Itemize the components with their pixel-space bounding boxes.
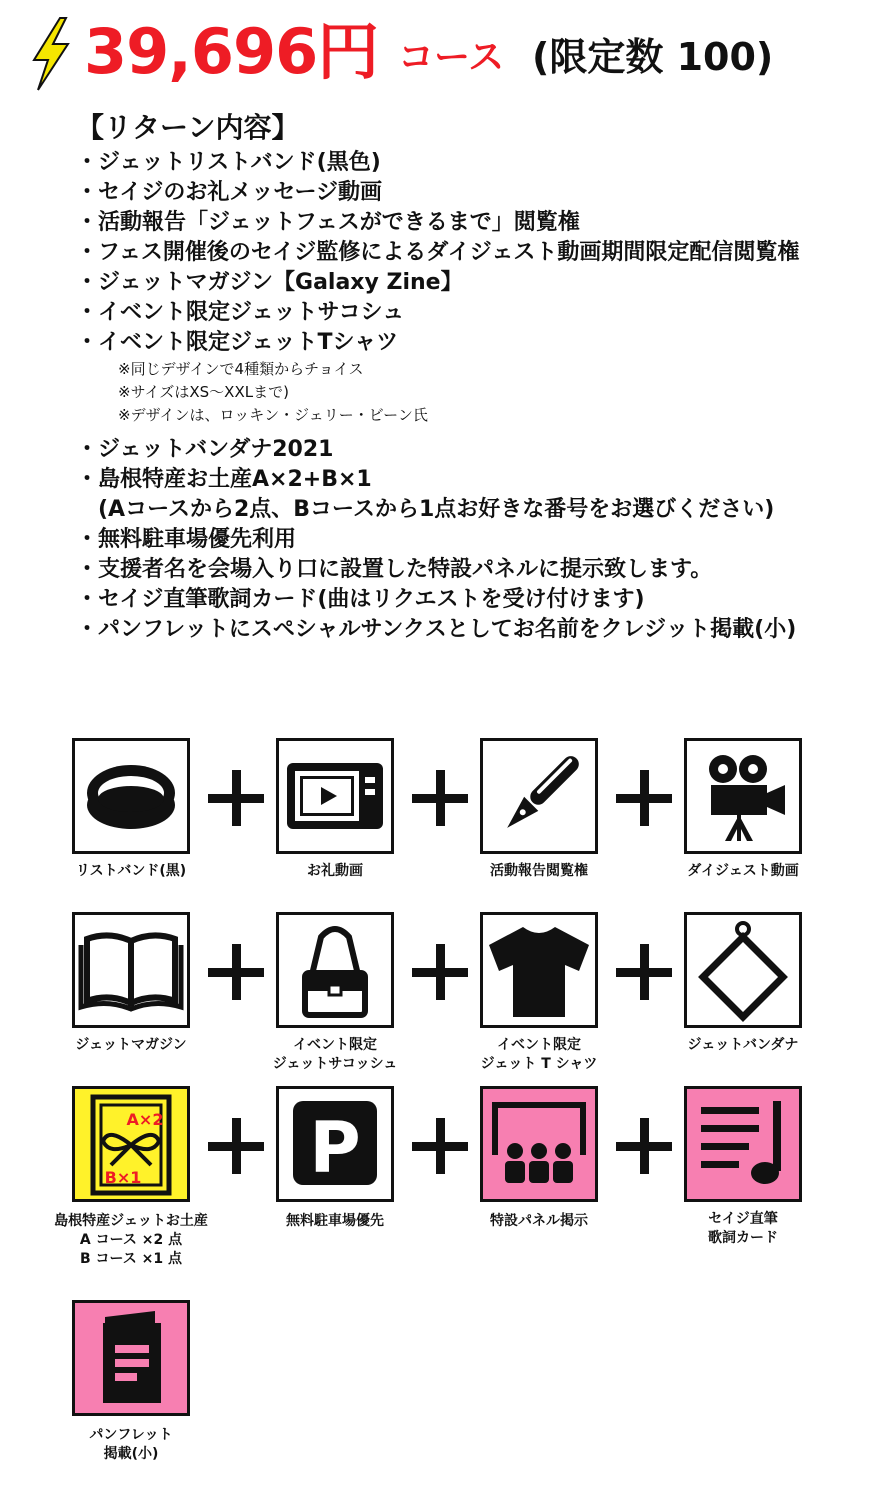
bandana-tile — [684, 912, 802, 1028]
panel-tile — [480, 1086, 598, 1202]
list-item: ・ジェットリストバンド(黒色) — [76, 150, 381, 175]
caption-movie: お礼動画 — [307, 863, 363, 879]
music-note-list-icon — [687, 1089, 799, 1199]
list-item: ・イベント限定ジェットサコシュ — [76, 300, 405, 325]
magazine-tile — [72, 912, 190, 1028]
course-word: コース — [398, 37, 505, 78]
course-limit: (限定数 100) — [532, 35, 774, 79]
parking-tile — [276, 1086, 394, 1202]
caption-souvenir: 島根特産ジェットお土産 A コース ×2 点 B コース ×1 点 — [54, 1213, 208, 1267]
wristband-icon — [75, 741, 187, 851]
plus-icon — [412, 770, 468, 826]
souvenir-badge-b: B×1 — [104, 1168, 142, 1187]
souvenir-note: (Aコースから2点、Bコースから1点お好きな番号をお選びください) — [98, 497, 775, 522]
returns-list — [76, 148, 866, 645]
list-item: ・島根特産お土産A×2+B×1 — [76, 467, 372, 492]
returns-heading: 【リターン内容】 — [76, 111, 300, 144]
plus-icon — [208, 770, 264, 826]
course-title — [22, 14, 872, 94]
plus-icon — [412, 944, 468, 1000]
movie-tile — [276, 738, 394, 854]
parking-letter: P — [309, 1107, 361, 1189]
digest-tile — [684, 738, 802, 854]
caption-pamphlet: パンフレット 掲載(小) — [89, 1427, 173, 1462]
plus-icon — [208, 944, 264, 1000]
plus-icon — [616, 944, 672, 1000]
list-item: ・無料駐車場優先利用 — [76, 527, 297, 552]
souvenir-tile — [72, 1086, 190, 1202]
report-tile — [480, 738, 598, 854]
lightning-icon — [26, 16, 74, 92]
plus-icon — [208, 1118, 264, 1174]
tv-play-icon — [279, 741, 391, 851]
shoulder-bag-icon — [279, 915, 391, 1025]
caption-lyrics: セイジ直筆 歌詞カード — [708, 1211, 778, 1246]
caption-magazine: ジェットマガジン — [75, 1037, 187, 1053]
course-price: 39,696円 — [84, 15, 379, 88]
parking-icon — [279, 1089, 391, 1199]
tshirt-tile — [480, 912, 598, 1028]
caption-wristband: リストバンド(黒) — [75, 863, 187, 879]
tshirt-icon — [483, 915, 595, 1025]
list-item: ・フェス開催後のセイジ監修によるダイジェスト動画期間限定配信閲覧権 — [76, 240, 800, 265]
caption-panel: 特設パネル掲示 — [490, 1213, 588, 1229]
list-item: ・イベント限定ジェットTシャツ — [76, 330, 399, 355]
plus-icon — [616, 1118, 672, 1174]
sacoche-tile — [276, 912, 394, 1028]
caption-tshirt: イベント限定 ジェット T シャツ — [480, 1037, 598, 1072]
plus-icon — [616, 770, 672, 826]
wristband-tile — [72, 738, 190, 854]
caption-sacoche: イベント限定 ジェットサコッシュ — [272, 1037, 398, 1072]
caption-digest: ダイジェスト動画 — [687, 863, 799, 879]
tshirt-note: ※同じデザインで4種類からチョイス — [118, 360, 364, 378]
list-item: ・セイジのお礼メッセージ動画 — [76, 180, 383, 205]
list-item: ・支援者名を会場入り口に設置した特設パネルに提示致します。 — [76, 557, 713, 582]
list-item: ・セイジ直筆歌詞カード(曲はリクエストを受け付けます) — [76, 587, 645, 612]
list-item: ・パンフレットにスペシャルサンクスとしてお名前をクレジット掲載(小) — [76, 617, 797, 642]
pamphlet-icon — [75, 1303, 187, 1413]
pamphlet-tile — [72, 1300, 190, 1416]
fountain-pen-icon — [483, 741, 595, 851]
plus-icon — [412, 1118, 468, 1174]
gift-box-icon — [75, 1089, 187, 1199]
list-item: ・活動報告「ジェットフェスができるまで」閲覧権 — [76, 210, 580, 235]
caption-report: 活動報告閲覧権 — [490, 863, 588, 879]
list-item: ・ジェットマガジン【Galaxy Zine】 — [76, 270, 463, 295]
audience-screen-icon — [483, 1089, 595, 1199]
lyrics-tile — [684, 1086, 802, 1202]
caption-parking: 無料駐車場優先 — [286, 1213, 384, 1229]
open-book-icon — [75, 915, 187, 1025]
souvenir-badge-a: A×2 — [126, 1110, 164, 1129]
tshirt-note: ※デザインは、ロッキン・ジェリー・ビーン氏 — [118, 406, 428, 424]
bandana-icon — [687, 915, 799, 1025]
tshirt-note: ※サイズはXS〜XXLまで) — [118, 383, 289, 401]
list-item: ・ジェットバンダナ2021 — [76, 437, 334, 462]
movie-camera-icon — [687, 741, 799, 851]
caption-bandana: ジェットバンダナ — [687, 1037, 799, 1053]
